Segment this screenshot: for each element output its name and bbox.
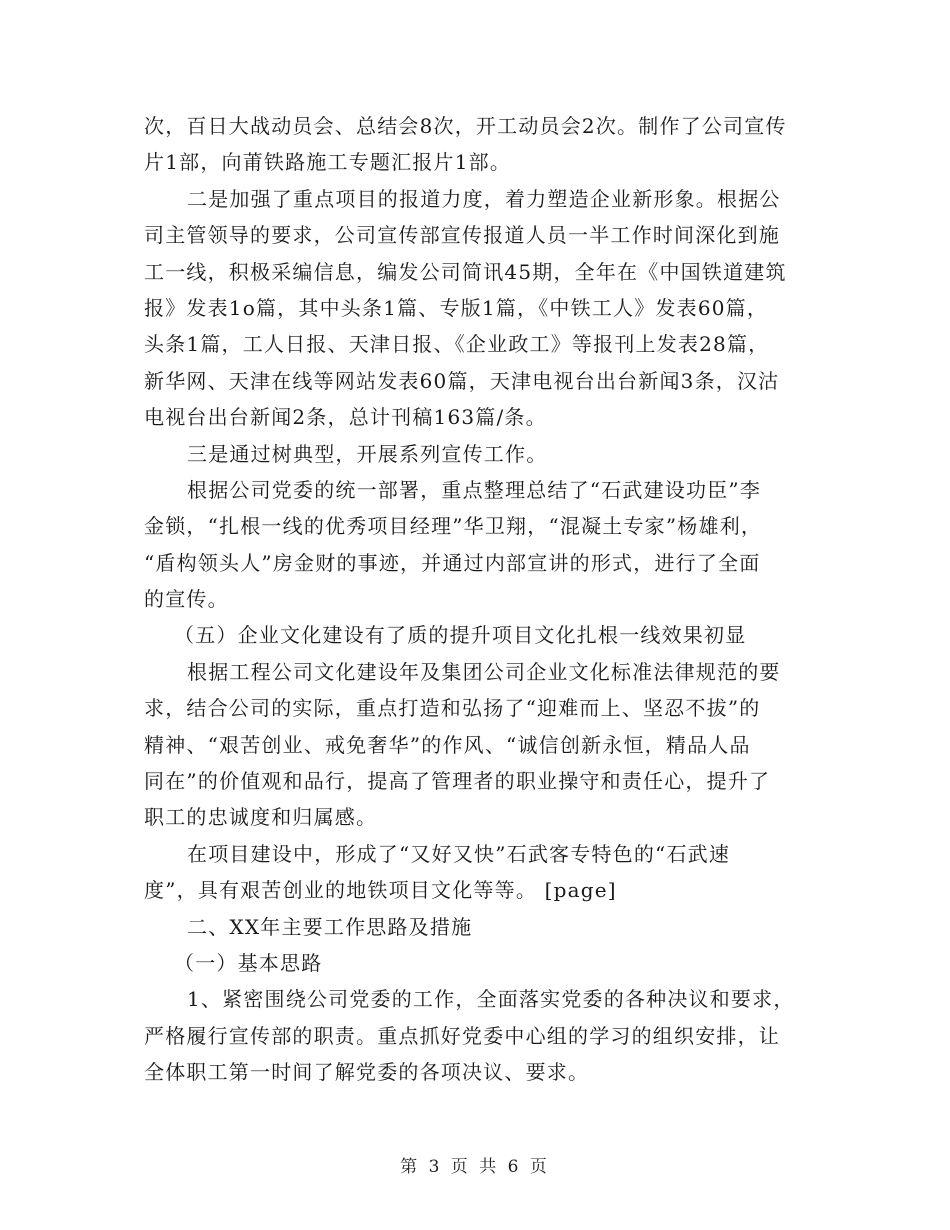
page-number-footer: 第 3 页 共 6 页 <box>400 1157 550 1177</box>
text-line: 金锁，“扎根一线的优秀项目经理”华卫翔，“混凝土专家”杨雄利， <box>144 514 763 539</box>
text-line: 的宣传。 <box>144 587 229 612</box>
text-line: 求，结合公司的实际，重点打造和弘扬了“迎难而上、坚忍不拔”的 <box>144 696 761 721</box>
text-line: 度”，具有艰苦创业的地铁项目文化等等。 [page] <box>144 878 617 903</box>
text-line: 司主管领导的要求，公司宣传部宣传报道人员一半工作时间深化到施 <box>144 223 780 248</box>
text-line: 同在”的价值观和品行，提高了管理者的职业操守和责任心，提升了 <box>144 769 771 794</box>
text-line: 根据工程公司文化建设年及集团公司企业文化标准法律规范的要 <box>187 659 781 684</box>
body-text <box>144 108 824 1091</box>
text-line: 次，百日大战动员会、总结会8次，开工动员会2次。制作了公司宣传 <box>144 114 787 138</box>
text-line: 片1部，向莆铁路施工专题汇报片1部。 <box>144 150 512 175</box>
text-line: 电视台出台新闻2条，总计刊稿163篇/条。 <box>144 405 547 430</box>
text-line: 精神、“艰苦创业、戒免奢华”的作风、“诚信创新永恒，精品人品 <box>144 732 751 757</box>
text-line: 在项目建设中，形成了“又好又快”石武客专特色的“石武速 <box>187 841 731 866</box>
text-line: （一）基本思路 <box>174 950 323 975</box>
text-line: 新华网、天津在线等网站发表60篇，天津电视台出台新闻3条，汉沽 <box>144 368 780 393</box>
text-line: 根据公司党委的统一部署，重点整理总结了“石武建设功臣”李 <box>187 477 762 502</box>
text-line: 三是通过树典型，开展系列宣传工作。 <box>187 441 548 466</box>
text-line: 二、XX年主要工作思路及措施 <box>187 914 473 939</box>
text-line: 工一线，积极采编信息，编发公司简讯45期，全年在《中国铁道建筑 <box>144 259 787 284</box>
text-line: “盾构领头人”房金财的事迹，并通过内部宣讲的形式，进行了全面 <box>144 550 761 575</box>
text-line: 1、紧密围绕公司党委的工作，全面落实党委的各种决议和要求， <box>187 987 795 1012</box>
text-line: 二是加强了重点项目的报道力度，着力塑造企业新形象。根据公 <box>187 186 781 211</box>
text-line: 头条1篇，工人日报、天津日报、《企业政工》等报刊上发表28篇， <box>144 332 770 357</box>
text-line: 报》发表1o篇，其中头条1篇、专版1篇，《中铁工人》发表60篇， <box>144 295 769 320</box>
text-line: 严格履行宣传部的职责。重点抓好党委中心组的学习的组织安排，让 <box>144 1023 780 1048</box>
text-line: 全体职工第一时间了解党委的各项决议、要求。 <box>144 1060 590 1085</box>
text-line: 职工的忠诚度和归属感。 <box>144 805 378 830</box>
text-line: （五）企业文化建设有了质的提升项目文化扎根一线效果初显 <box>174 623 747 648</box>
